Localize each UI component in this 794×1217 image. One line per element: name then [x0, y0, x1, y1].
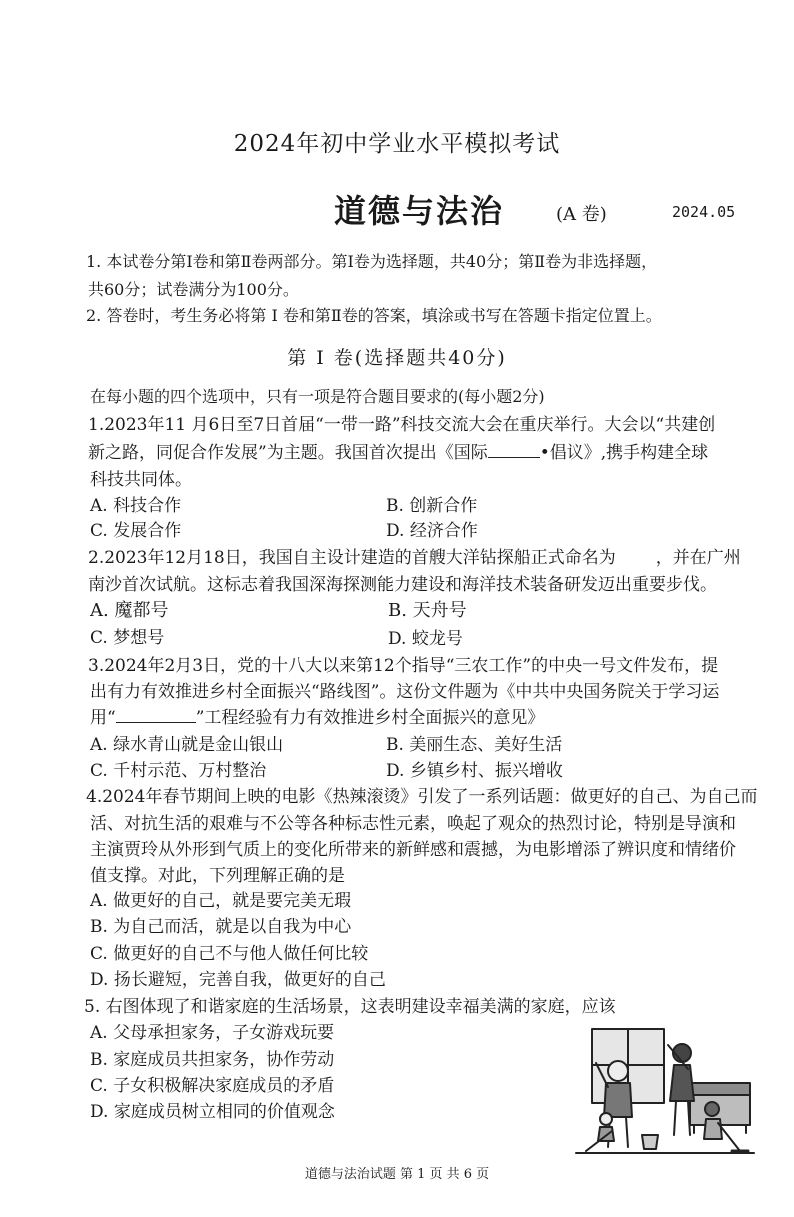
exam-title: 2024年初中学业水平模拟考试	[233, 131, 561, 157]
q1-line-2	[88, 438, 708, 463]
q3-option-c: C. 千村示范、万村整治	[90, 761, 267, 781]
paper-type: (A 卷)	[556, 204, 607, 225]
section-intro: 在每小题的四个选项中，只有一项是符合题目要求的(每小题2分)	[90, 387, 545, 406]
q1-line-3: 科技共同体。	[90, 470, 192, 490]
q1-line-1: 1.2023年11 月6日至7日首届“一带一路”科技交流大会在重庆举行。大会以“共建创	[88, 415, 716, 435]
q3-line-3-end: ”工程经验有力有效推进乡村全面振兴的意见》	[195, 708, 545, 728]
q1-option-d: D. 经济合作	[386, 521, 478, 541]
q2-option-d: D. 蛟龙号	[388, 629, 463, 649]
q5-option-c: C. 子女积极解决家庭成员的矛盾	[90, 1076, 335, 1096]
q1-answer-blank	[488, 443, 540, 458]
q4-option-b: B. 为自己而活，就是以自我为中心	[90, 917, 352, 937]
q3-option-d: D. 乡镇乡村、振兴增收	[386, 761, 563, 781]
q3-line-3-start: 用“	[90, 708, 116, 728]
q4-option-d: D. 扬长避短，完善自我，做更好的自己	[90, 970, 386, 990]
instruction-line-2: 共60分；试卷满分为100分。	[88, 280, 299, 299]
family-housework-illustration	[572, 1023, 758, 1155]
q4-line-3: 主演贾玲从外形到气质上的变化所带来的新鲜感和震撼，为电影增添了辨识度和情绪价	[90, 840, 736, 860]
q3-option-b: B. 美丽生态、美好生活	[386, 735, 563, 755]
q2-option-c: C. 梦想号	[90, 628, 165, 648]
q2-option-b: B. 天舟号	[388, 600, 467, 621]
q1-option-a: A. 科技合作	[90, 496, 182, 516]
exam-date: 2024.05	[672, 203, 736, 221]
q1-option-c: C. 发展合作	[90, 521, 182, 541]
q5-option-d: D. 家庭成员树立相同的价值观念	[90, 1102, 335, 1122]
page-footer: 道德与法治试题 第 1 页 共 6 页	[304, 1167, 490, 1182]
q3-line-2: 出有力有效推进乡村全面振兴“路线图”。这份文件题为《中共中央国务院关于学习运	[90, 682, 720, 702]
q5-option-a: A. 父母承担家务，子女游戏玩要	[90, 1023, 335, 1043]
subject-title: 道德与法治	[334, 192, 505, 230]
q5-option-b: B. 家庭成员共担家务，协作劳动	[90, 1050, 335, 1070]
q2-option-a: A. 魔都号	[90, 600, 169, 621]
q4-line-4: 值支撑。对此，下列理解正确的是	[90, 866, 345, 886]
q4-line-2: 活、对抗生活的艰难与不公等各种标志性元素，唤起了观众的热烈讨论，特别是导演和	[90, 814, 736, 834]
instruction-line-1: 1. 本试卷分第Ⅰ卷和第Ⅱ卷两部分。第Ⅰ卷为选择题，共40分；第Ⅱ卷为非选择题，	[86, 252, 658, 271]
q1-line-2-end: •倡议》,携手构建全球	[539, 443, 709, 463]
q3-line-1: 3.2024年2月3日，党的十八大以来第12个指导“三农工作”的中央一号文件发布，提	[88, 656, 719, 676]
q2-line-1-start: 2.2023年12月18日，我国自主设计建造的首艘大洋钻探船正式命名为	[88, 548, 616, 568]
q3-answer-blank	[116, 708, 196, 723]
q1-line-2-start: 新之路，同促合作发展”为主题。我国首次提出《国际	[88, 443, 488, 463]
q4-line-1: 4.2024年春节期间上映的电影《热辣滚烫》引发了一系列话题：做更好的自己、为自己而	[86, 787, 758, 807]
q4-option-c: C. 做更好的自己不与他人做任何比较	[90, 944, 369, 964]
q3-line-3	[90, 703, 544, 728]
q2-line-1-end: ，并在广州	[655, 548, 741, 568]
section-title: 第 Ⅰ 卷(选择题共40分)	[287, 347, 507, 369]
q4-option-a: A. 做更好的自己，就是要完美无瑕	[90, 891, 352, 911]
q5-line-1: 5. 右图体现了和谐家庭的生活场景，这表明建设幸福美满的家庭，应该	[84, 997, 616, 1017]
q2-line-2: 南沙首次试航。这标志着我国深海探测能力建设和海洋技术装备研发迈出重要步伐。	[88, 575, 717, 595]
q3-option-a: A. 绿水青山就是金山银山	[90, 735, 284, 755]
q1-option-b: B. 创新合作	[386, 496, 478, 516]
instruction-line-3: 2. 答卷时，考生务必将第 Ⅰ 卷和第Ⅱ卷的答案，填涂或书写在答题卡指定位置上。	[86, 306, 662, 325]
q2-line-1	[88, 543, 741, 568]
